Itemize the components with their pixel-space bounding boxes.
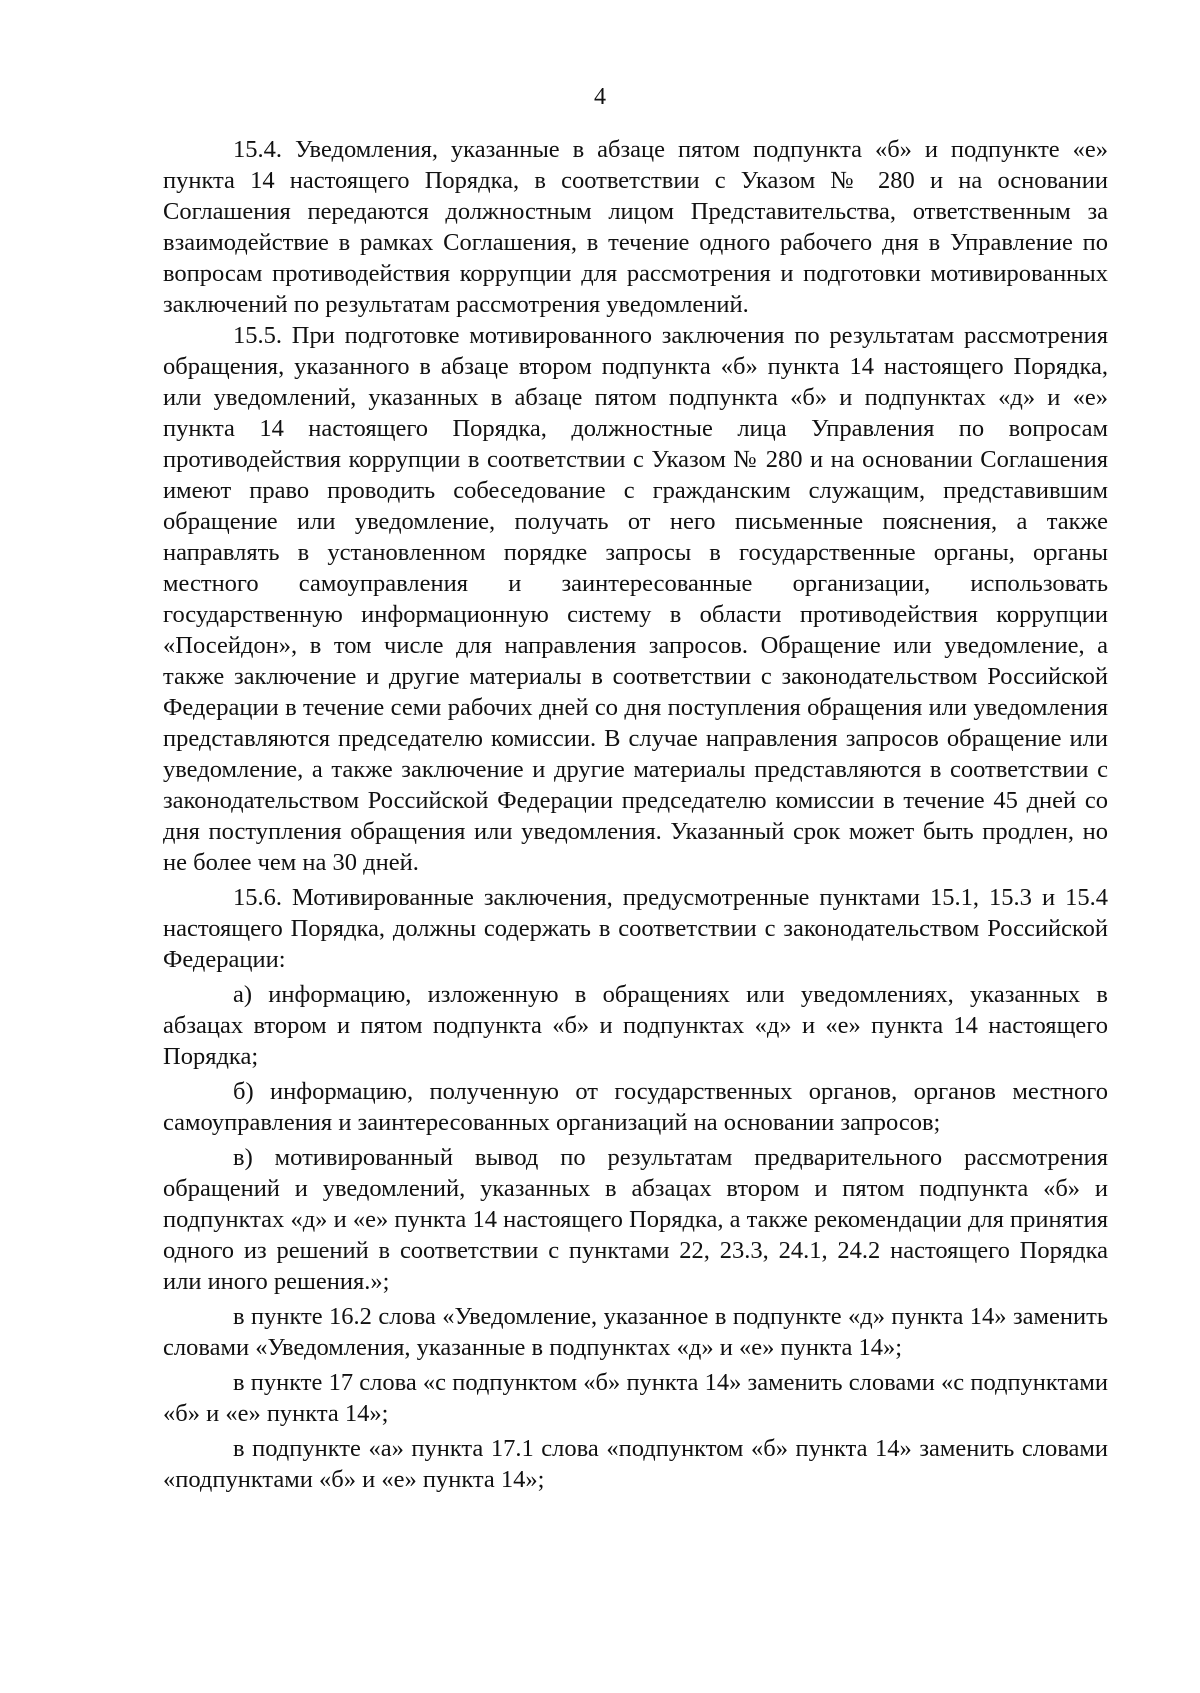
paragraph-15-4: 15.4. Уведомления, указанные в абзаце пятом подпункта «б» и подпункте «е» пункта 14 настоящего Порядка, в соответствии с Указом № 280 и на основании Соглашения передаются должностным лицом Представительства, ответственным за взаимодействие в рамках Соглашения, в течение одного рабочего дня в Управление по вопросам противодействия коррупции для рассмотрения и подготовки мотивированных заключений по результатам рассмотрения уведомлений. bbox=[163, 136, 1108, 318]
paragraph-item-b: б) информацию, полученную от государственных органов, органов местного самоуправления и заинтересованных организаций на основании запросов; bbox=[163, 1078, 1108, 1136]
paragraph-15-5: 15.5. При подготовке мотивированного заключения по результатам рассмотрения обращения, указанного в абзаце втором подпункта «б» пункта 14 настоящего Порядка, или уведомлений, указанных в абзаце пятом подпункта «б» и подпунктах «д» и «е» пункта 14 настоящего Порядка, должностные лица Управления по вопросам противодействия коррупции в соответствии с Указом № 280 и на основании Соглашения имеют право проводить собеседование с гражданским служащим, представившим обращение или уведомление, получать от него письменные пояснения, а также направлять в установленном порядке запросы в государственные органы, органы местного самоуправления и заинтересованные организации, использовать государственную информационную систему в области противодействия коррупции «Посейдон», в том числе для направления запросов. Обращение или уведомление, а также заключение и другие материалы в соответствии с законодательством Российской Федерации в течение семи рабочих дней со дня поступления обращения или уведомления представляются председателю комиссии. В случае направления запросов обращение или уведомление, а также заключение и другие материалы представляются в соответствии с законодательством Российской Федерации председателю комиссии в течение 45 дней со дня поступления обращения или уведомления. Указанный срок может быть продлен, но не более чем на 30 дней. bbox=[163, 322, 1108, 876]
paragraph-item-a: а) информацию, изложенную в обращениях или уведомлениях, указанных в абзацах втором и пятом подпункта «б» и подпунктах «д» и «е» пункта 14 настоящего Порядка; bbox=[163, 981, 1108, 1070]
paragraph-15-6: 15.6. Мотивированные заключения, предусмотренные пунктами 15.1, 15.3 и 15.4 настоящего Порядка, должны содержать в соответствии с законодательством Российской Федерации: bbox=[163, 884, 1108, 973]
page-number: 4 bbox=[594, 84, 606, 110]
paragraph-amend-17: в пункте 17 слова «с подпунктом «б» пункта 14» заменить словами «с подпунктами «б» и «е» пункта 14»; bbox=[163, 1369, 1108, 1427]
document-body bbox=[163, 134, 1108, 1495]
paragraph-amend-17-1: в подпункте «а» пункта 17.1 слова «подпунктом «б» пункта 14» заменить словами «подпунктами «б» и «е» пункта 14»; bbox=[163, 1435, 1108, 1493]
paragraph-item-v: в) мотивированный вывод по результатам предварительного рассмотрения обращений и уведомлений, указанных в абзацах втором и пятом подпункта «б» и подпунктах «д» и «е» пункта 14 настоящего Порядка, а также рекомендации для принятия одного из решений в соответствии с пунктами 22, 23.3, 24.1, 24.2 настоящего Порядка или иного решения.»; bbox=[163, 1144, 1108, 1295]
paragraph-amend-16-2: в пункте 16.2 слова «Уведомление, указанное в подпункте «д» пункта 14» заменить словами «Уведомления, указанные в подпунктах «д» и «е» пункта 14»; bbox=[163, 1303, 1108, 1361]
